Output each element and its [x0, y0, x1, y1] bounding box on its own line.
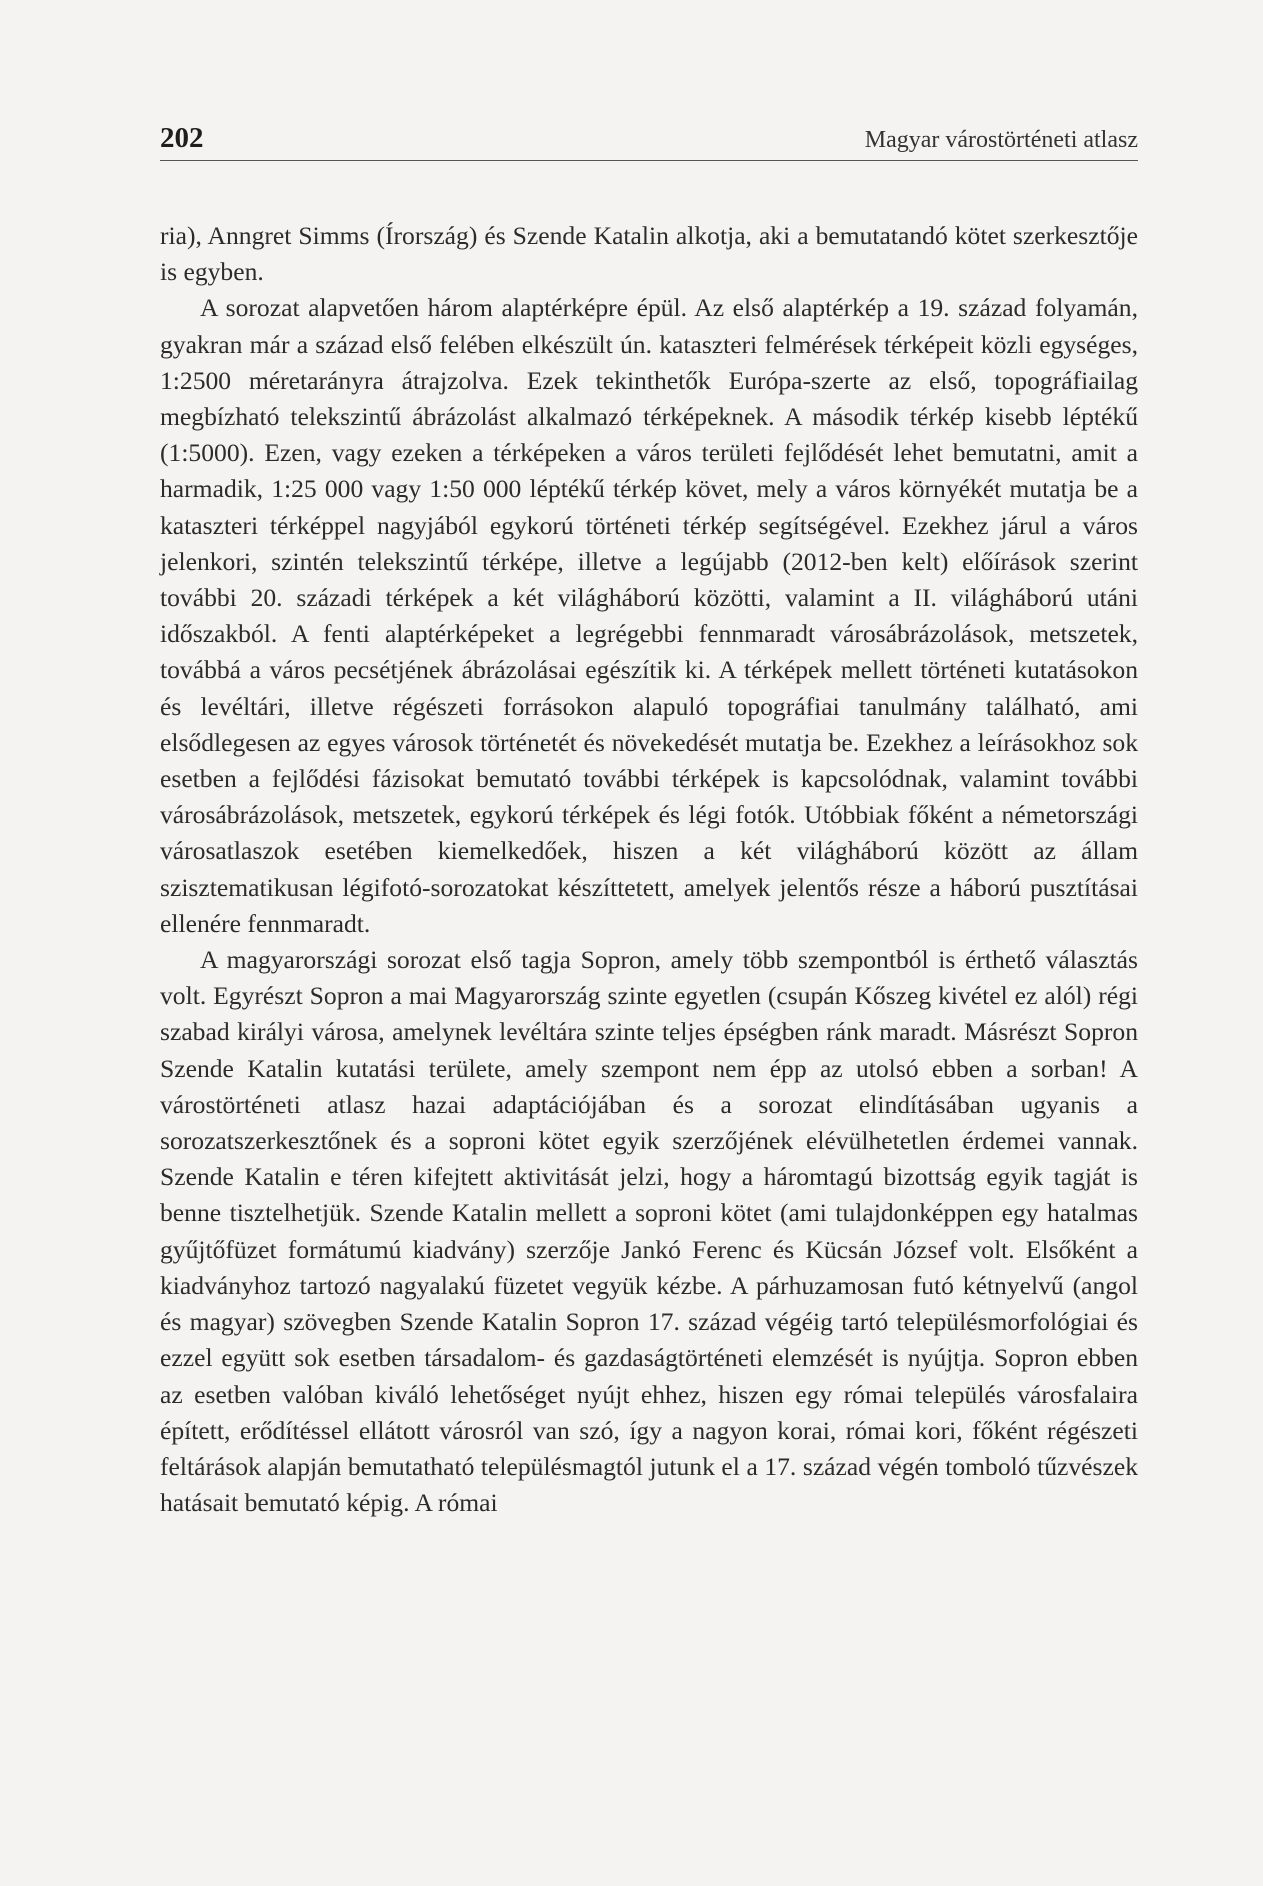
page-header [160, 118, 1138, 158]
page-number: 202 [160, 122, 204, 154]
paragraph-series-overview: A sorozat alapvetően három alaptérképre épül. Az első alaptérkép a 19. század folyamán, gyakran már a század első felében elkészült ún. kataszteri felmérések térképeit közli egységes, 1:2500 méretarányra átrajzolva. Ezek tekinthetők Európa-szerte az első, topográfiailag megbízható telekszintű ábrázolást alkalmazó térképeknek. A második térkép kisebb léptékű (1:5000). Ezen, vagy ezeken a térképeken a város területi fejlődését lehet bemutatni, amit a harmadik, 1:25 000 vagy 1:50 000 léptékű térkép követ, mely a város környékét mutatja be a kataszteri térképpel nagyjából egykorú történeti térkép segítségével. Ezekhez járul a város jelenkori, szintén telekszintű térképe, illetve a legújabb (2012-ben kelt) előírások szerint további 20. századi térképek a két világháború közötti, valamint a II. világháború utáni időszakból. A fenti alaptérképeket a legrégebbi fennmaradt városábrázolások, metszetek, továbbá a város pecsétjének ábrázolásai egészítik ki. A térképek mellett történeti kutatásokon és levéltári, illetve régészeti forrásokon alapuló topográfiai tanulmány található, ami elsődlegesen az egyes városok történetét és növekedését mutatja be. Ezekhez a leírásokhoz sok esetben a fejlődési fázisokat bemutató további térképek is kapcsolódnak, valamint további városábrázolások, metszetek, egykorú térképek és légi fotók. Utóbbiak főként a németországi városatlaszok esetében kiemelkedőek, hiszen a két világháború között az állam szisztematikusan légifotó-sorozatokat készíttetett, amelyek jelentős része a háború pusztításai ellenére fennmaradt. [160, 293, 1138, 938]
header-rule [160, 160, 1138, 161]
running-head: Magyar várostörténeti atlasz [864, 127, 1138, 153]
paragraph-sopron-volume: A magyarországi sorozat első tagja Sopron, amely több szempontból is érthető választás volt. Egyrészt Sopron a mai Magyarország szinte egyetlen (csupán Kőszeg kivétel ez alól) régi szabad királyi városa, amelynek levéltára szinte teljes épségben ránk maradt. Másrészt Sopron Szende Katalin kutatási területe, amely szempont nem épp az utolsó ebben a sorban! A várostörténeti atlasz hazai adaptációjában és a sorozat elindításában ugyanis a sorozatszerkesztőnek és a soproni kötet egyik szerzőjének elévülhetetlen érdemei vannak. Szende Katalin e téren kifejtett aktivitását jelzi, hogy a háromtagú bizottság egyik tagját is benne tisztelhetjük. Szende Katalin mellett a soproni kötet (ami tulajdonképpen egy hatalmas gyűjtőfüzet formátumú kiadvány) szerzője Jankó Ferenc és Kücsán József volt. Elsőként a kiadványhoz tartozó nagyalakú füzetet vegyük kézbe. A párhuzamosan futó kétnyelvű (angol és magyar) szövegben Szende Katalin Sopron 17. század végéig tartó településmorfológiai és ezzel együtt sok esetben társadalom- és gazdaságtörténeti elemzését is nyújtja. Sopron ebben az esetben valóban kiváló lehetőséget nyújt ehhez, hiszen egy római település városfalaira épített, erődítéssel ellátott városról van szó, így a nagyon korai, római kori, főként régészeti feltárások alapján bemutatható településmagtól jutunk el a 17. század végén tomboló tűzvészek hatásait bemutató képig. A római [160, 945, 1138, 1518]
paragraph-continuation: ria), Anngret Simms (Írország) és Szende Katalin alkotja, aki a bemutatandó kötet szerkesztője is egyben. [160, 221, 1138, 287]
body-text [160, 218, 1138, 1521]
